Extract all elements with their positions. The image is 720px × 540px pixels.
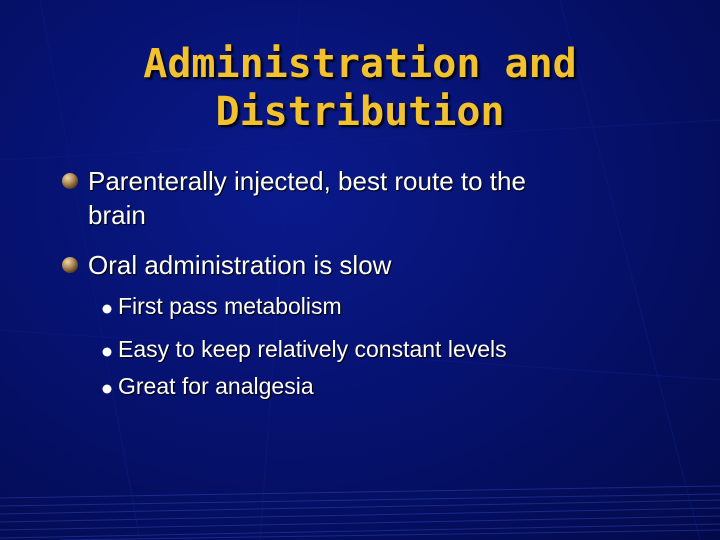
white-dot-icon	[102, 301, 112, 311]
sub-bullet-analgesia: Great for analgesia	[118, 373, 314, 399]
title-line-2: Distribution	[215, 89, 505, 135]
white-dot-icon	[102, 381, 112, 391]
bullet-oral	[88, 248, 688, 282]
bullet-parenteral	[88, 164, 688, 232]
bronze-sphere-icon	[60, 255, 80, 275]
bullet-text-line: Oral administration is slow	[88, 250, 392, 280]
sub-bullet-first-pass: First pass metabolism	[118, 293, 342, 319]
bullet-text-line: brain	[88, 200, 146, 230]
bronze-sphere-icon	[60, 171, 80, 191]
slide-title	[0, 40, 720, 136]
white-dot-icon	[102, 344, 112, 354]
title-line-1: Administration and	[143, 41, 577, 87]
sub-bullet-constant-levels: Easy to keep relatively constant levels	[118, 336, 507, 362]
bullet-text-line: Parenterally injected, best route to the	[88, 166, 526, 196]
